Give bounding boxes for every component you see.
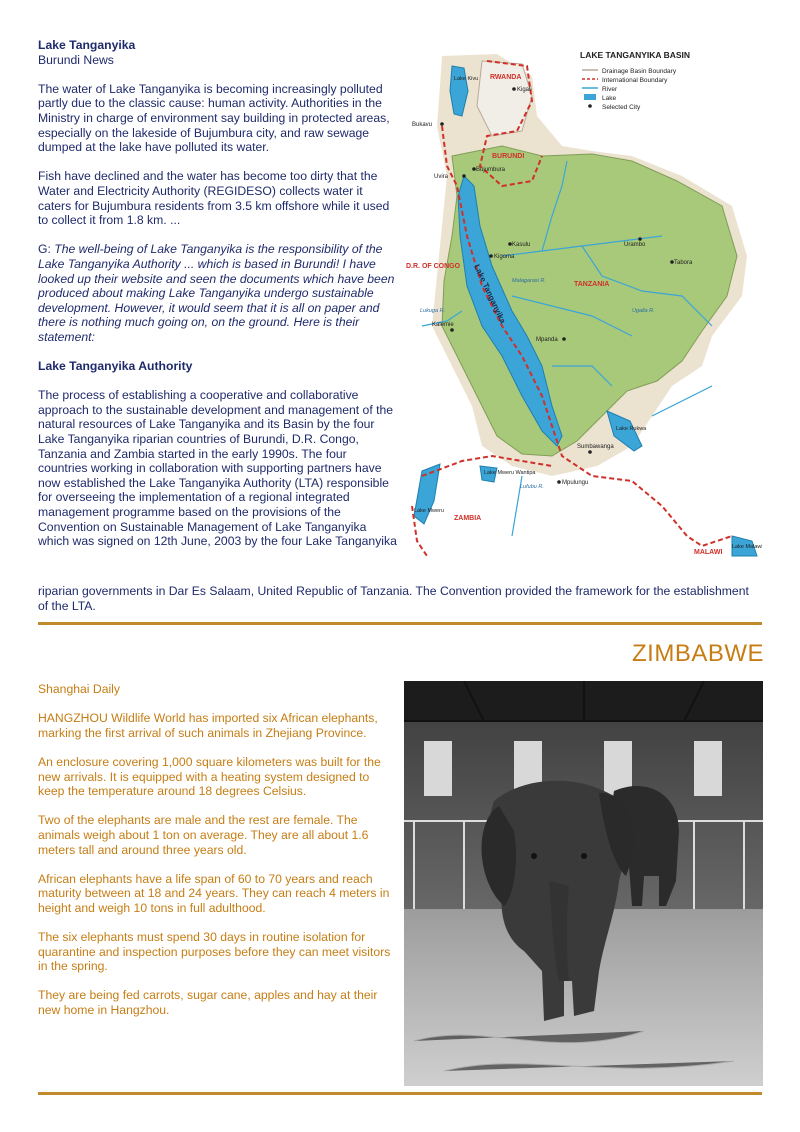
article-source: Shanghai Daily (38, 682, 120, 696)
city-label: Kalemie (432, 322, 454, 328)
editor-comment (38, 242, 398, 344)
article-paragraph: African elephants have a life span of 60 to 70 years and reach maturity between at 18 and 24 years. They can reach 4 meters in height and weigh 10 tons in full adulthood. (38, 871, 390, 915)
lake-label: Lake Kivu (454, 76, 479, 82)
article-paragraph: An enclosure covering 1,000 square kilometers was built for the new arrivals. It is equipped with a heating system designed to keep the temperature around 18 degrees Celsius. (38, 754, 381, 799)
map-title: LAKE TANGANYIKA BASIN (580, 50, 691, 60)
city-label: Kasulu (512, 242, 531, 248)
article-paragraph: The six elephants must spend 30 days in routine isolation for quarantine and inspection purposes before they can meet visitors in the spring. (38, 930, 391, 974)
comment-prefix: G: (38, 242, 55, 257)
river-label: Lufubu R. (520, 484, 544, 490)
article-paragraph: The process of establishing a cooperative and collaborative approach to the sustainable development and management of the natural resources of Lake Tanganyika and its Basin by the four Lake Tanganyika riparian countries of Burundi, D.R. Congo, Tanzania and Zambia started in the early 1990s. The four countries working in collaboration with supporting partners have now established the Lake Tanganyika Authority (LTA) responsible for overseeing the implementation of a regional integrated management programme based on the provisions of the Convention on Sustainable Management of Lake Tanganyika which was signed on 12th June, 2003 by the four Lake Tanganyika (38, 388, 397, 549)
city-label: Bujumbura (476, 167, 506, 173)
city-label: Bukavu (412, 122, 433, 128)
map-legend (580, 50, 690, 111)
city-label: Kigoma (494, 254, 515, 260)
city-label: Uvira (434, 174, 449, 180)
article-paragraph: HANGZHOU Wildlife World has imported six African elephants, marking the first arrival of such animals in Zhejiang Province. (38, 711, 378, 740)
legend-label: Drainage Basin Boundary (602, 68, 677, 75)
country-label: MALAWI (694, 549, 723, 556)
city-label: Kigali (517, 87, 532, 93)
country-label: BURUNDI (492, 153, 525, 160)
city-label: Mpanda (536, 337, 558, 343)
lake-mweru-shape (414, 464, 440, 524)
article-source: Burundi News (38, 52, 114, 67)
article-paragraph: They are being fed carrots, sugar cane, apples and hay at their new home in Hangzhou. (38, 988, 378, 1018)
section-divider (38, 622, 762, 625)
article-paragraph: Fish have declined and the water has become too dirty that the Water and Electricity Authority (REGIDESO) collects water it caters for Bujumbura residents from 3.5 km offshore while it used to collect it from 1.8 km. ... (38, 169, 390, 228)
country-label: TANZANIA (574, 281, 610, 288)
article-title: Lake Tanganyika (38, 38, 136, 52)
bottom-divider (38, 1092, 762, 1095)
article-paragraph-continued: riparian governments in Dar Es Salaam, United Republic of Tanzania. The Convention provided the framework for the establishment of the LTA. (38, 584, 749, 613)
country-label: D.R. OF CONGO (406, 263, 461, 270)
lake-tanganyika-basin-map (402, 36, 762, 560)
lake-label: Lake Rukwa (616, 426, 647, 432)
city-label: Sumbawanga (577, 444, 614, 450)
article-paragraph: Two of the elephants are male and the rest are female. The animals weigh about 1 ton on average. They are all about 1.6 meters tall and around three years old. (38, 813, 369, 857)
article-paragraph: The water of Lake Tanganyika is becoming increasingly polluted partly due to the classic cause: human activity. Authorities in the Ministry in charge of environment say building in protected areas, especially on the lakeside of Bujumbura city, and raw sewage dumped at the lake have polluted its water. (38, 81, 390, 155)
river-label: Lukuga R. (420, 308, 446, 314)
lake-label: Lake Tanganyika (472, 263, 508, 325)
river-label: Malagarasi R. (512, 278, 546, 284)
legend-label: Lake (602, 95, 617, 102)
lake-label: Lake Malawi (732, 544, 762, 550)
article-lake-tanganyika (38, 38, 398, 549)
comment-text: The well-being of Lake Tanganyika is the responsibility of the Lake Tanganyika Authority ... which is based in Burundi! I have looked up their website and seen the documents which have been produced about making Lake Tanganyika undergo sustainable development. However, it would seem that it is all on paper and there is nothing much going on, on the ground. Here is their statement: (38, 242, 395, 344)
country-label: RWANDA (490, 74, 522, 81)
article-subtitle: Lake Tanganyika Authority (38, 359, 193, 374)
country-label: ZAMBIA (454, 515, 482, 522)
city-label: Tabora (674, 260, 693, 266)
city-label: Mpulungu (562, 480, 589, 486)
lake-label: Lake Mweru (414, 508, 444, 514)
section-heading: ZIMBABWE (632, 640, 765, 667)
lake-label: Lake Mweru Wantipa (484, 470, 536, 476)
elephant-photo (404, 681, 763, 1086)
river-label: Ugalla R. (632, 308, 655, 314)
legend-label: International Boundary (602, 77, 668, 84)
article-paragraph-tail (38, 584, 762, 613)
legend-label: River (602, 86, 618, 93)
legend-label: Selected City (602, 104, 641, 111)
article-elephants (38, 682, 398, 1018)
city-label: Urambo (624, 242, 646, 248)
